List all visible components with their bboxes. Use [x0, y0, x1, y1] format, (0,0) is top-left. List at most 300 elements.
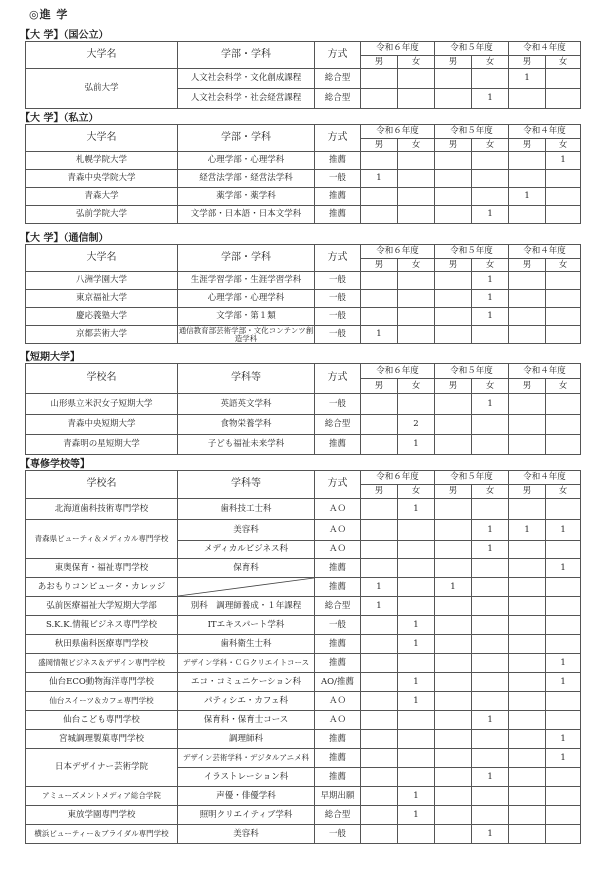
count-male: [435, 541, 472, 559]
count-male: [361, 541, 398, 559]
header-method: 方式: [315, 364, 361, 394]
count-male: [361, 499, 398, 520]
table-row: [26, 308, 581, 326]
dept-name: ITエキスパート学科: [178, 616, 315, 635]
count-female: [546, 806, 581, 825]
count-female: [472, 806, 509, 825]
count-female: 1: [398, 616, 435, 635]
count-male: [361, 787, 398, 806]
count-male: [435, 806, 472, 825]
school-name: 東京福祉大学: [26, 290, 178, 308]
count-female: [546, 206, 581, 224]
school-name: 北海道歯科技術専門学校: [26, 499, 178, 520]
dept-name: 子ども福祉未来学科: [178, 435, 315, 455]
count-female: [472, 152, 509, 170]
count-male: [361, 749, 398, 768]
school-name: 宮城調理製菓専門学校: [26, 730, 178, 749]
count-female: [472, 559, 509, 578]
diagonal-slash: [178, 578, 314, 596]
header-male: 男: [361, 379, 398, 394]
school-name: 青森明の星短期大学: [26, 435, 178, 455]
method: 一般: [315, 272, 361, 290]
count-male: 1: [509, 69, 546, 89]
count-female: [472, 597, 509, 616]
header-method: 方式: [315, 245, 361, 272]
dept-name: 通信教育部芸術学部・文化コンテンツ創造学科: [178, 325, 314, 343]
school-name: 仙台ECO動物海洋専門学校: [26, 673, 178, 692]
table-row: [26, 559, 581, 578]
header-dept: 学科等: [178, 471, 315, 499]
method: 早期出願: [315, 787, 361, 806]
school-name: 弘前医療福祉大学短期大学部: [26, 597, 178, 616]
header-method: 方式: [315, 471, 361, 499]
count-female: [398, 768, 435, 787]
count-male: [435, 89, 472, 109]
dept-name: 歯科衛生士科: [178, 635, 315, 654]
header-female: 女: [546, 485, 581, 499]
count-female: [546, 578, 581, 597]
count-male: [509, 170, 546, 188]
method: 総合型: [315, 597, 361, 616]
count-female: 1: [472, 206, 509, 224]
count-male: [361, 69, 398, 89]
count-female: 1: [398, 673, 435, 692]
school-name: 青森県ビューティ＆メディカル専門学校: [26, 520, 178, 559]
count-male: [361, 394, 398, 415]
count-male: 1: [361, 170, 398, 188]
school-name: アミューズメントメディア総合学院: [26, 787, 178, 806]
count-female: 1: [546, 654, 581, 673]
school-name: S.K.K.情報ビジネス専門学校: [26, 616, 178, 635]
dept-name: パティシエ・カフェ科: [178, 692, 315, 711]
count-male: [435, 499, 472, 520]
count-male: [509, 768, 546, 787]
table-row: [26, 692, 581, 711]
count-female: [398, 272, 435, 290]
method: 一般: [315, 616, 361, 635]
dept-name: 食物栄養学科: [178, 415, 315, 435]
count-male: [509, 711, 546, 730]
count-female: [398, 206, 435, 224]
count-male: [509, 730, 546, 749]
count-female: [472, 654, 509, 673]
table-row: [26, 69, 581, 89]
count-male: [509, 806, 546, 825]
header-dept: 学部・学科: [178, 125, 315, 152]
count-female: [472, 415, 509, 435]
header-female: 女: [546, 139, 581, 152]
count-female: [546, 711, 581, 730]
table-row: [26, 787, 581, 806]
header-year: 令和４年度: [509, 42, 581, 56]
count-male: [361, 188, 398, 206]
count-female: [472, 170, 509, 188]
method: 推薦: [315, 206, 361, 224]
count-male: [435, 559, 472, 578]
count-female: [546, 825, 581, 844]
count-male: [361, 806, 398, 825]
count-female: [472, 188, 509, 206]
count-male: [509, 272, 546, 290]
count-male: [509, 825, 546, 844]
count-male: [361, 435, 398, 455]
count-male: [509, 89, 546, 109]
count-female: [546, 290, 581, 308]
dept-name: 文学部・日本語・日本文学科: [178, 206, 315, 224]
count-female: [398, 520, 435, 541]
school-name: 青森大学: [26, 188, 178, 206]
header-method: 方式: [315, 42, 361, 69]
dept-name: 経営法学部・経営法学科: [178, 170, 315, 188]
method: 推薦: [315, 559, 361, 578]
count-female: [398, 290, 435, 308]
count-male: [361, 673, 398, 692]
count-male: [361, 272, 398, 290]
table-row: [26, 290, 581, 308]
count-female: [546, 499, 581, 520]
count-female: [398, 730, 435, 749]
count-female: [398, 326, 435, 344]
table-row: [26, 578, 581, 597]
header-male: 男: [361, 56, 398, 69]
count-female: [398, 170, 435, 188]
count-female: [398, 654, 435, 673]
count-male: [435, 730, 472, 749]
header-row: [26, 42, 581, 56]
count-male: [361, 308, 398, 326]
dept-name: 保育科: [178, 559, 315, 578]
table-row: [26, 394, 581, 415]
header-female: 女: [472, 56, 509, 69]
header-school: 学校名: [26, 364, 178, 394]
method: 総合型: [315, 89, 361, 109]
count-female: [472, 749, 509, 768]
school-name: 山形県立米沢女子短期大学: [26, 394, 178, 415]
school-name: あおもりコンピュータ・カレッジ: [26, 578, 178, 597]
section-table: [25, 244, 581, 344]
count-female: [546, 768, 581, 787]
header-dept: 学科等: [178, 364, 315, 394]
count-female: 2: [398, 415, 435, 435]
count-female: [398, 152, 435, 170]
count-male: [509, 499, 546, 520]
count-female: 1: [398, 806, 435, 825]
count-male: [435, 272, 472, 290]
method: 推薦: [315, 188, 361, 206]
count-female: [546, 435, 581, 455]
count-female: 1: [398, 435, 435, 455]
method: 一般: [315, 326, 361, 344]
count-male: 1: [435, 578, 472, 597]
school-name: 弘前学院大学: [26, 206, 178, 224]
count-male: [435, 787, 472, 806]
count-female: [472, 616, 509, 635]
header-year: 令和６年度: [361, 42, 435, 56]
count-female: 1: [472, 825, 509, 844]
dept-name: イラストレーション科: [178, 768, 315, 787]
count-male: [361, 520, 398, 541]
header-year: 令和６年度: [361, 245, 435, 259]
count-male: 1: [361, 597, 398, 616]
count-male: [509, 578, 546, 597]
dept-name: 薬学部・薬学科: [178, 188, 315, 206]
count-male: [509, 559, 546, 578]
school-name: 東放学園専門学校: [26, 806, 178, 825]
school-name: 秋田県歯科医療専門学校: [26, 635, 178, 654]
count-female: [472, 435, 509, 455]
count-female: [398, 394, 435, 415]
header-year: 令和５年度: [435, 364, 509, 379]
method: 一般: [315, 308, 361, 326]
method: ＡＯ: [315, 541, 361, 559]
count-male: [509, 635, 546, 654]
header-male: 男: [435, 379, 472, 394]
header-female: 女: [472, 485, 509, 499]
method: ＡＯ: [315, 499, 361, 520]
count-female: [472, 499, 509, 520]
table-row: [26, 635, 581, 654]
header-row: [26, 245, 581, 259]
count-male: [509, 435, 546, 455]
school-name: 仙台スイーツ＆カフェ専門学校: [26, 692, 178, 711]
count-male: [435, 673, 472, 692]
header-male: 男: [435, 56, 472, 69]
method: 推薦: [315, 635, 361, 654]
count-female: 1: [472, 711, 509, 730]
dept-name: 人文社会科学・社会経営課程: [178, 89, 315, 109]
header-year: 令和６年度: [361, 125, 435, 139]
method: 総合型: [315, 806, 361, 825]
method: 推薦: [315, 152, 361, 170]
dept-name: デザイン学科・ＣＧクリエイトコース: [178, 654, 315, 673]
count-male: [361, 635, 398, 654]
method: 推薦: [315, 749, 361, 768]
school-name: 京都芸術大学: [26, 326, 178, 344]
count-male: [509, 415, 546, 435]
method: ＡＯ: [315, 692, 361, 711]
table-row: [26, 673, 581, 692]
method: ＡＯ: [315, 520, 361, 541]
school-name: 東奥保育・福祉専門学校: [26, 559, 178, 578]
section-table: [25, 470, 581, 844]
count-female: [472, 730, 509, 749]
dept-name: [178, 578, 315, 597]
count-male: [435, 170, 472, 188]
method: 一般: [315, 290, 361, 308]
count-female: [546, 616, 581, 635]
count-female: [398, 749, 435, 768]
count-male: [361, 692, 398, 711]
header-school: 学校名: [26, 471, 178, 499]
count-male: [361, 825, 398, 844]
school-name: 日本デザイナー芸術学院: [26, 749, 178, 787]
method: 推薦: [315, 578, 361, 597]
method: ＡＯ: [315, 711, 361, 730]
method: 推薦: [315, 435, 361, 455]
section-label: 【大 学】（通信制）: [20, 233, 109, 244]
table-row: [26, 326, 581, 344]
count-female: [546, 541, 581, 559]
count-male: [435, 654, 472, 673]
section-label: 【短期大学】: [20, 352, 80, 363]
count-male: [435, 520, 472, 541]
method: 一般: [315, 825, 361, 844]
count-female: 1: [546, 673, 581, 692]
table-row: [26, 654, 581, 673]
dept-name: 人文社会科学・文化創成課程: [178, 69, 315, 89]
school-name: 札幌学院大学: [26, 152, 178, 170]
school-name: 弘前大学: [26, 69, 178, 109]
header-female: 女: [546, 379, 581, 394]
header-year: 令和４年度: [509, 364, 581, 379]
table-row: [26, 806, 581, 825]
header-female: 女: [398, 259, 435, 272]
section-label: 【大 学】（私立）: [20, 113, 99, 124]
count-male: [435, 326, 472, 344]
dept-name: 別科 調理師養成・１年課程: [178, 597, 315, 616]
count-female: [472, 635, 509, 654]
count-male: [509, 654, 546, 673]
header-year: 令和４年度: [509, 125, 581, 139]
school-name: 盛岡情報ビジネス＆デザイン専門学校: [26, 654, 178, 673]
header-school: 大学名: [26, 245, 178, 272]
table-row: [26, 188, 581, 206]
count-female: [398, 541, 435, 559]
dept-name: 生涯学習学部・生涯学習学科: [178, 272, 315, 290]
header-male: 男: [509, 56, 546, 69]
school-name: 慶応義塾大学: [26, 308, 178, 326]
table-row: [26, 415, 581, 435]
dept-name: デザイン芸術学科・デジタルアニメ科: [178, 749, 315, 768]
method: 一般: [315, 394, 361, 415]
count-female: [546, 170, 581, 188]
table-row: [26, 435, 581, 455]
count-female: 1: [546, 520, 581, 541]
method: 推薦: [315, 654, 361, 673]
count-female: 1: [398, 692, 435, 711]
count-male: [435, 290, 472, 308]
header-female: 女: [546, 259, 581, 272]
header-row: [26, 471, 581, 485]
count-male: 1: [509, 188, 546, 206]
count-male: [435, 825, 472, 844]
count-male: [509, 541, 546, 559]
count-male: [435, 394, 472, 415]
table-row: [26, 616, 581, 635]
count-female: [398, 188, 435, 206]
school-name: 青森中央学院大学: [26, 170, 178, 188]
page-title: ◎進 学: [29, 8, 69, 21]
count-female: [398, 89, 435, 109]
count-female: [472, 787, 509, 806]
section-table: [25, 41, 581, 109]
dept-name: 心理学部・心理学科: [178, 290, 315, 308]
section-table: [25, 363, 581, 455]
count-female: [472, 69, 509, 89]
count-male: [435, 308, 472, 326]
count-male: [361, 206, 398, 224]
count-male: [435, 692, 472, 711]
school-name: 青森中央短期大学: [26, 415, 178, 435]
count-female: 1: [472, 768, 509, 787]
count-male: [361, 768, 398, 787]
count-male: [509, 616, 546, 635]
dept-name: 調理師科: [178, 730, 315, 749]
header-male: 男: [435, 259, 472, 272]
header-male: 男: [509, 485, 546, 499]
table-row: [26, 170, 581, 188]
count-female: [546, 394, 581, 415]
count-male: [361, 616, 398, 635]
count-female: [546, 326, 581, 344]
count-male: [361, 654, 398, 673]
dept-name: 文学部・第１類: [178, 308, 315, 326]
method: 総合型: [315, 69, 361, 89]
dept-name: エコ・コミュニケーション科: [178, 673, 315, 692]
count-female: [398, 308, 435, 326]
table-row: [26, 520, 581, 541]
school-name: 八洲学園大学: [26, 272, 178, 290]
header-male: 男: [361, 139, 398, 152]
section-label: 【専修学校等】: [20, 459, 90, 470]
table-row: [26, 152, 581, 170]
count-male: [435, 768, 472, 787]
header-year: 令和４年度: [509, 245, 581, 259]
count-female: [546, 692, 581, 711]
section-table: [25, 124, 581, 224]
header-male: 男: [435, 139, 472, 152]
count-female: [398, 559, 435, 578]
header-female: 女: [472, 379, 509, 394]
dept-name: 美容科: [178, 520, 315, 541]
count-male: [435, 616, 472, 635]
table-row: [26, 711, 581, 730]
count-male: [435, 69, 472, 89]
header-year: 令和６年度: [361, 471, 435, 485]
header-female: 女: [472, 259, 509, 272]
count-female: [546, 308, 581, 326]
count-male: 1: [509, 520, 546, 541]
header-female: 女: [472, 139, 509, 152]
count-male: [435, 152, 472, 170]
header-school: 大学名: [26, 125, 178, 152]
header-male: 男: [435, 485, 472, 499]
count-female: [546, 597, 581, 616]
count-male: [361, 730, 398, 749]
count-male: [509, 206, 546, 224]
count-female: [546, 69, 581, 89]
count-female: [472, 578, 509, 597]
header-male: 男: [509, 259, 546, 272]
count-female: [546, 89, 581, 109]
count-female: 1: [398, 635, 435, 654]
table-row: [26, 749, 581, 768]
header-female: 女: [398, 485, 435, 499]
count-female: [398, 597, 435, 616]
method: 一般: [315, 170, 361, 188]
count-male: [361, 559, 398, 578]
count-female: [546, 635, 581, 654]
header-year: 令和６年度: [361, 364, 435, 379]
count-female: 1: [472, 308, 509, 326]
method: 総合型: [315, 415, 361, 435]
count-female: [472, 673, 509, 692]
count-female: [546, 415, 581, 435]
count-female: 1: [472, 290, 509, 308]
count-male: 1: [361, 578, 398, 597]
header-year: 令和５年度: [435, 125, 509, 139]
count-male: [435, 597, 472, 616]
